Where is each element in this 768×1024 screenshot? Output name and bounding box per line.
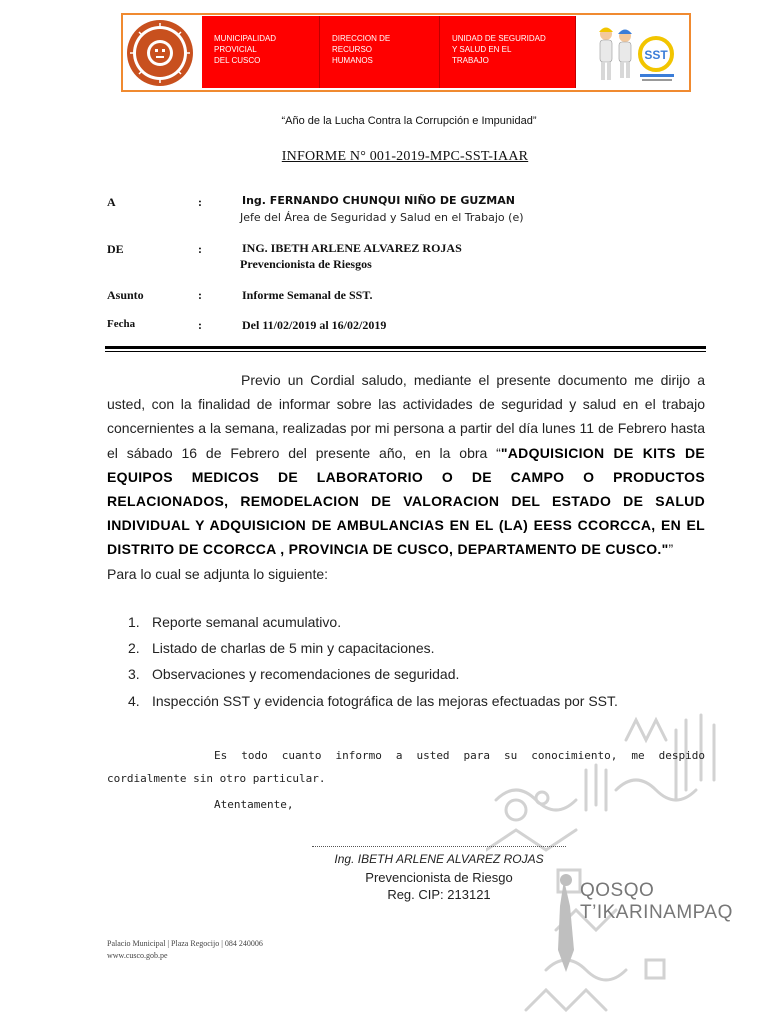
list-text: Inspección SST y evidencia fotográfica de las mejoras efectuadas por SST. [152, 693, 618, 709]
divider-thin [105, 351, 706, 352]
qosqo-line2: T’IKARINAMPAQ [580, 902, 733, 923]
list-number: 1. [128, 614, 140, 630]
body-paragraph [107, 368, 705, 586]
list-item [128, 693, 618, 709]
list-number: 3. [128, 666, 140, 682]
attachments-intro: Para lo cual se adjunta lo siguiente: [107, 565, 329, 582]
sender-name: ING. IBETH ARLENE ALVAREZ ROJAS [242, 241, 462, 255]
footer-website: www.cusco.gob.pe [107, 951, 168, 960]
signer-name: Ing. IBETH ARLENE ALVAREZ ROJAS [334, 852, 544, 866]
sender-role: Prevencionista de Riesgos [240, 257, 372, 271]
report-title: INFORME N° 001-2019-MPC-SST-IAAR [281, 149, 529, 164]
header-text: Y SALUD EN EL [452, 45, 512, 54]
body-intro: Previo un Cordial saludo, mediante el presente documento me dirijo a usted, con la finalidad de informar sobre las actividades de seguridad y salud en el trabajo concernientes a la semana, realizadas por mi persona a partir del día lunes 11 de Febrero hasta el sábado 16 de Febrero del presente año, en la obra “ [107, 372, 705, 461]
qosqo-line1: QOSQO [580, 880, 655, 901]
meta-colon: : [198, 242, 202, 256]
header-cell-safety-unit [440, 16, 576, 88]
list-item [128, 640, 435, 656]
meta-colon: : [198, 318, 202, 332]
list-text: Listado de charlas de 5 min y capacitaciones. [152, 640, 435, 656]
list-text: Reporte semanal acumulativo. [152, 614, 342, 630]
sst-logo-text: SST [644, 48, 668, 62]
signer-registration: Reg. CIP: 213121 [387, 887, 491, 902]
header-text: HUMANOS [332, 56, 373, 65]
header-cell-hr [320, 16, 440, 88]
header-text: MUNICIPALIDAD [214, 34, 277, 43]
project-close-quote: ” [668, 541, 674, 558]
meta-de-label: DE [107, 242, 124, 256]
header-text: RECURSO [332, 45, 373, 54]
sst-logo-icon [592, 20, 682, 86]
signer-role: Prevencionista de Riesgo [365, 870, 513, 885]
closing-text: Es todo cuanto informo a usted para su conocimiento, me despido cordialmente sin otro particular. [107, 749, 705, 785]
meta-colon: : [198, 288, 202, 302]
municipal-seal-icon [124, 18, 196, 88]
meta-asunto-label: Asunto [107, 288, 144, 302]
sign-off: Atentamente, [214, 798, 294, 811]
header-text: DEL CUSCO [214, 56, 261, 65]
header-cell-municipality [202, 16, 320, 88]
recipient-role: Jefe del Área de Seguridad y Salud en el Trabajo (e) [240, 211, 524, 224]
signature-line [312, 846, 566, 847]
closing-paragraph [107, 744, 705, 790]
recipient-name: Ing. FERNANDO CHUNQUI NIÑO DE GUZMAN [242, 194, 515, 207]
list-number: 4. [128, 693, 140, 709]
qosqo-logo [580, 880, 733, 924]
meta-fecha-label: Fecha [107, 318, 136, 330]
list-number: 2. [128, 640, 140, 656]
year-motto: “Año de la Lucha Contra la Corrupción e Impunidad” [281, 115, 537, 127]
date-range-value: Del 11/02/2019 al 16/02/2019 [242, 318, 387, 332]
list-item [128, 666, 459, 682]
divider-thick [105, 346, 706, 349]
footer-address: Palacio Municipal | Plaza Regocijo | 084 240006 [107, 939, 263, 948]
meta-colon: : [198, 195, 202, 209]
header-text: TRABAJO [452, 56, 489, 65]
meta-a-label: A [107, 195, 116, 209]
list-item [128, 614, 341, 630]
subject-value: Informe Semanal de SST. [242, 288, 373, 302]
header-text: DIRECCION DE [332, 34, 391, 43]
list-text: Observaciones y recomendaciones de seguridad. [152, 666, 460, 682]
header-text: UNIDAD DE SEGURIDAD [452, 34, 546, 43]
project-name: "ADQUISICION DE KITS DE EQUIPOS MEDICOS DE LABORATORIO O DE CAMPO O PRODUCTOS RELACIONADOS, REMODELACION DE VALORACION DEL ESTADO DE SALUD INDIVIDUAL Y ADQUISICION DE AMBULANCIAS EN EL (LA) EESS CCORCCA, EN EL DISTRITO DE CCORCCA , PROVINCIA DE CUSCO, DEPARTAMENTO DE CUSCO." [107, 444, 705, 558]
header-text: PROVICIAL [214, 45, 257, 54]
